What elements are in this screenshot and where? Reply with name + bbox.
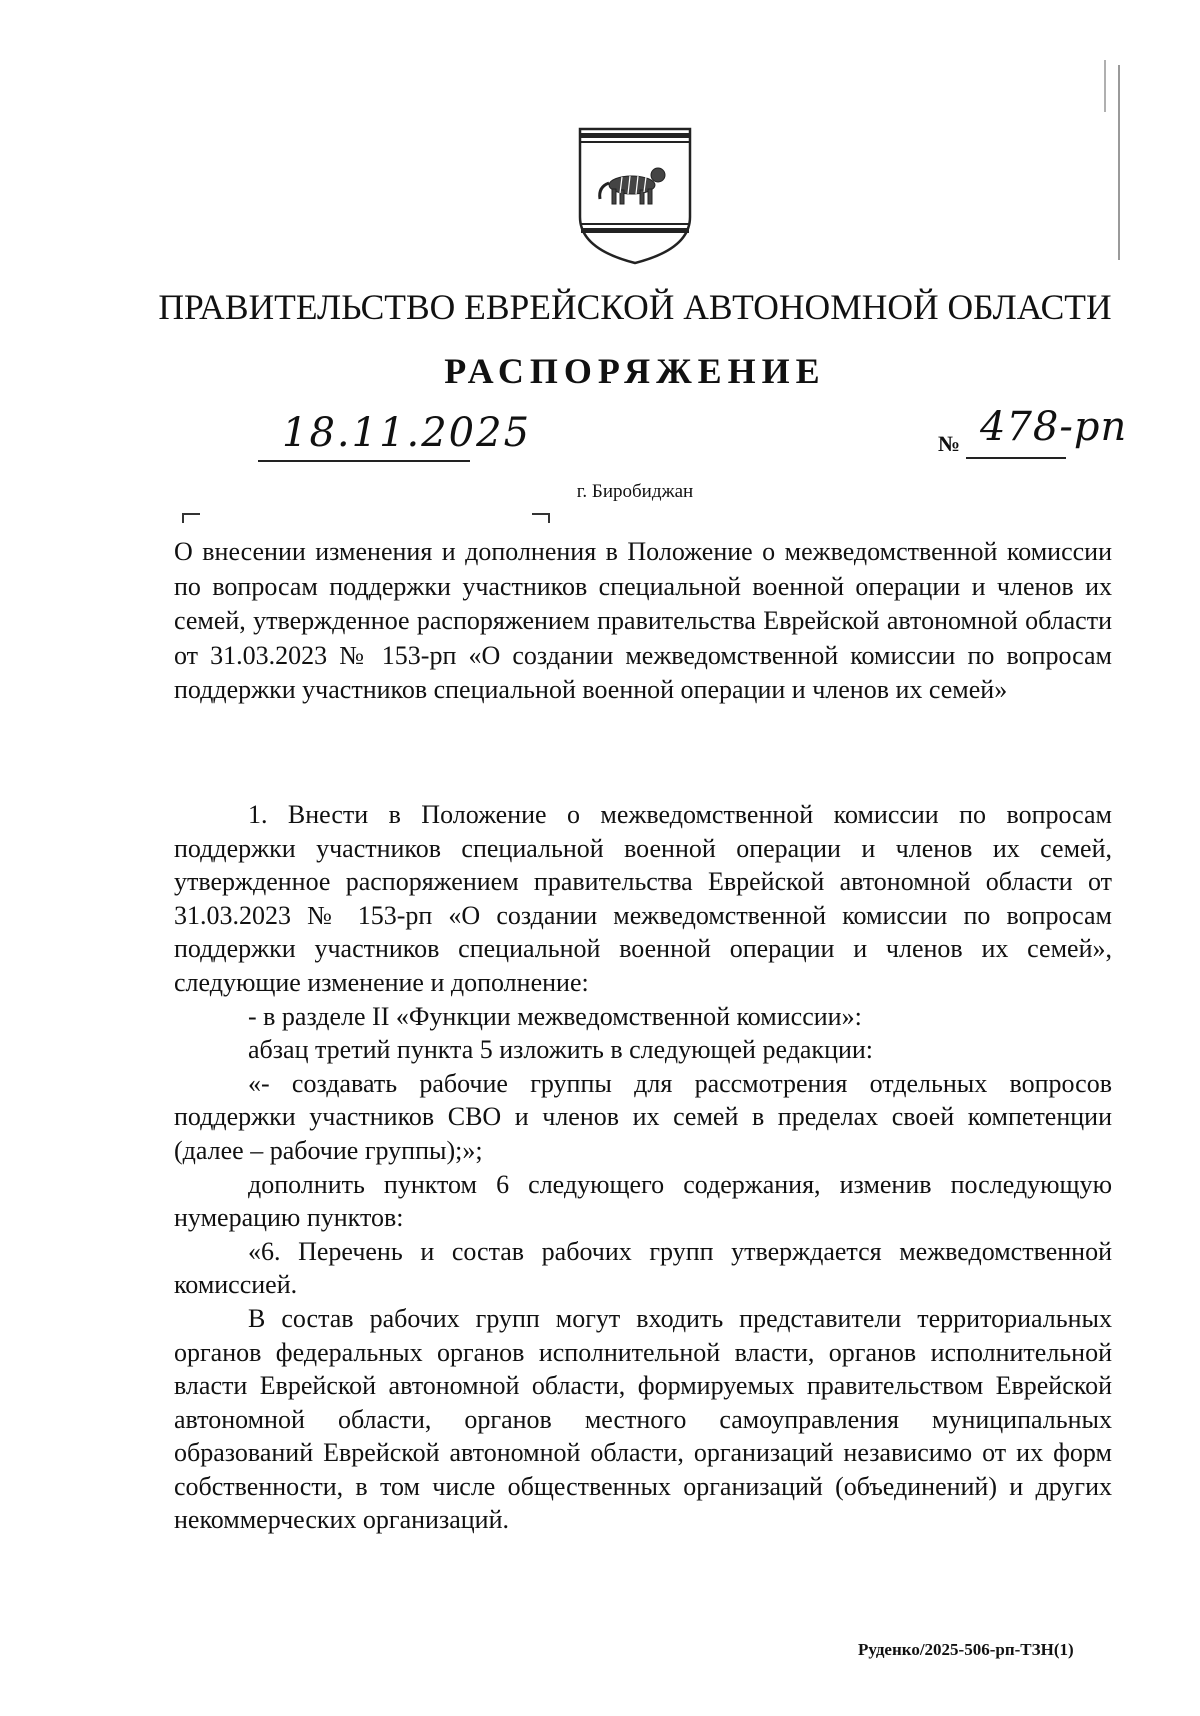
scan-edge-mark	[1104, 60, 1106, 112]
footer-code: Руденко/2025-506-рп-ТЗН(1)	[858, 1640, 1074, 1659]
scan-edge-line	[1118, 65, 1120, 260]
tiger-coat-of-arms-icon	[576, 125, 694, 267]
body-paragraph: «6. Перечень и состав рабочих групп утверждается межведомственной комиссией.	[174, 1236, 1112, 1300]
body-paragraph: дополнить пунктом 6 следующего содержания, изменив последующую нумерацию пунктов:	[174, 1169, 1112, 1233]
document-subject: О внесении изменения и дополнения в Положение о межведомственной комиссии по вопросам поддержки участников специальной военной операции и членов их семей, утвержденное распоряжением правительства Еврейской автономной области от 31.03.2023 № 153-рп «О создании межведомственной комиссии по вопросам поддержки участников специальной военной операции и членов их семей»	[174, 537, 1112, 704]
body-paragraph: - в разделе II «Функции межведомственной комиссии»:	[248, 1001, 862, 1031]
title-corner-right	[532, 513, 550, 523]
government-title: ПРАВИТЕЛЬСТВО ЕВРЕЙСКОЙ АВТОНОМНОЙ ОБЛАСТИ	[158, 287, 1112, 327]
body-paragraph: «- создавать рабочие группы для рассмотрения отдельных вопросов поддержки участников СВО и членов их семей в пределах своей компетенции (далее – рабочие группы);»;	[174, 1068, 1112, 1165]
body-paragraph: 1. Внести в Положение о межведомственной комиссии по вопросам поддержки участников специальной военной операции и членов их семей, утвержденное распоряжением правительства Еврейской автономной области от 31.03.2023 № 153-рп «О создании межведомственной комиссии по вопросам поддержки участников специальной военной операции и членов их семей», следующие изменение и дополнение:	[174, 800, 1112, 997]
date-underline	[258, 460, 470, 462]
body-paragraph: абзац третий пункта 5 изложить в следующей редакции:	[248, 1035, 874, 1065]
handwritten-date: 18.11.2025	[282, 410, 532, 456]
city-line: г. Биробиджан	[576, 481, 694, 502]
document-body	[174, 798, 1112, 1537]
title-corner-left	[182, 513, 200, 523]
number-underline	[966, 457, 1066, 459]
number-label: №	[938, 431, 961, 456]
body-paragraph: В состав рабочих групп могут входить представители территориальных органов федеральных органов исполнительной власти, органов исполнительной власти Еврейской автономной области, формируемых правительством Еврейской автономной области, органов местного самоуправления муниципальных образований Еврейской автономной области, организаций независимо от их форм собственности, в том числе общественных организаций (объединений) и других некоммерческих организаций.	[174, 1303, 1112, 1535]
handwritten-number: 478-рп	[980, 404, 1128, 450]
document-type: РАСПОРЯЖЕНИЕ	[444, 351, 826, 391]
